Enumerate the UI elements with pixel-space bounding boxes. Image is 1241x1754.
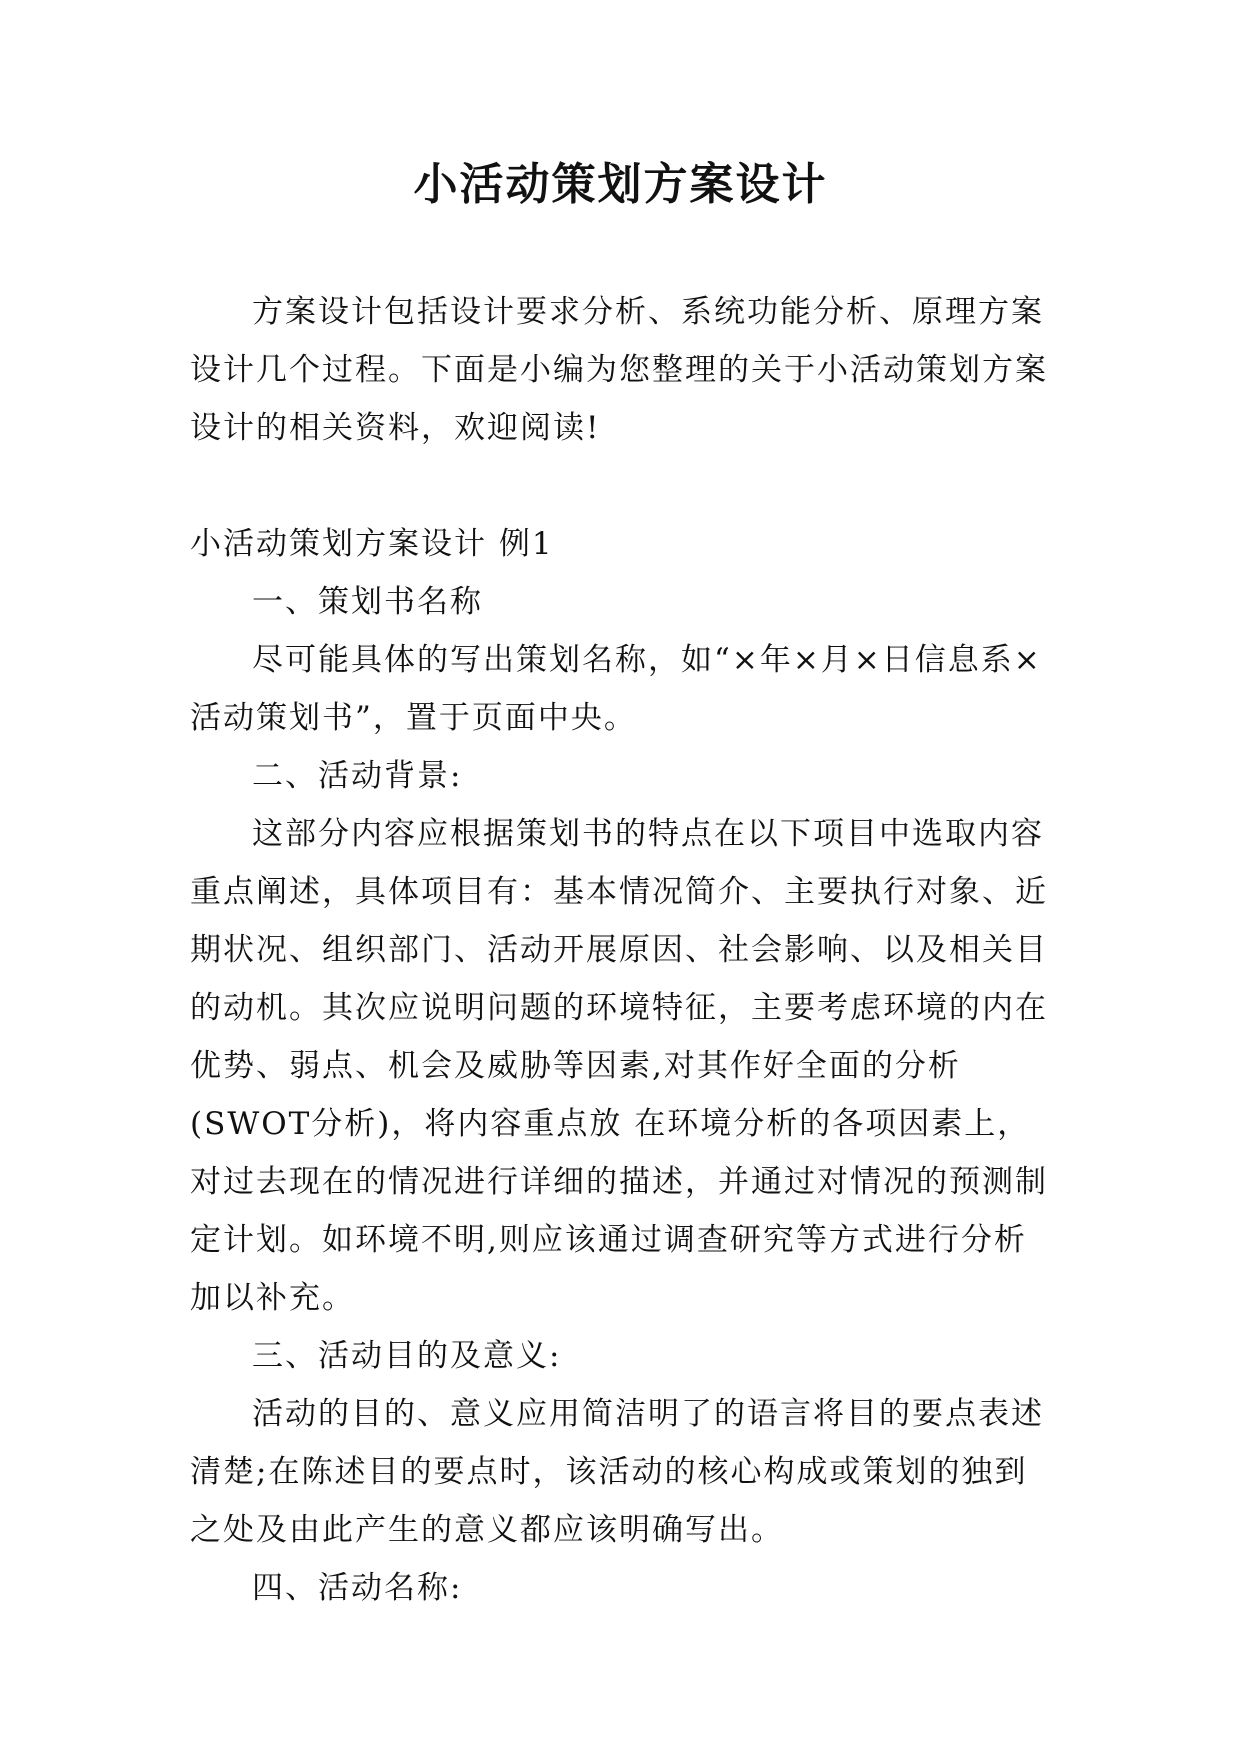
section-body-3: 活动的目的、意义应用简洁明了的语言将目的要点表述清楚;在陈述目的要点时，该活动的核心构成或策划的独到之处及由此产生的意义都应该明确写出。 — [190, 1396, 1044, 1548]
document-title: 小活动策划方案设计 — [413, 159, 828, 210]
section-heading-2: 二、活动背景: — [252, 758, 463, 794]
section-heading-1: 一、策划书名称 — [252, 584, 483, 620]
document-body — [190, 283, 1058, 1617]
section-heading-4: 四、活动名称: — [252, 1570, 463, 1606]
example-heading: 小活动策划方案设计 例1 — [190, 526, 554, 562]
section-body-1: 尽可能具体的写出策划名称，如“×年×月×日信息系×活动策划书”，置于页面中央。 — [190, 642, 1042, 736]
intro-paragraph: 方案设计包括设计要求分析、系统功能分析、原理方案设计几个过程。下面是小编为您整理的关于小活动策划方案设计的相关资料，欢迎阅读! — [190, 294, 1048, 446]
section-heading-3: 三、活动目的及意义: — [252, 1338, 562, 1374]
section-body-2: 这部分内容应根据策划书的特点在以下项目中选取内容重点阐述，具体项目有：基本情况简介、主要执行对象、近期状况、组织部门、活动开展原因、社会影响、以及相关目的动机。其次应说明问题的环境特征，主要考虑环境的内在优势、弱点、机会及威胁等因素,对其作好全面的分析(SWOT分析)，将内容重点放 在环境分析的各项因素上，对过去现在的情况进行详细的描述，并通过对情况的预测制定计划。如环境不明,则应该通过调查研究等方式进行分析加以补充。 — [190, 816, 1048, 1316]
